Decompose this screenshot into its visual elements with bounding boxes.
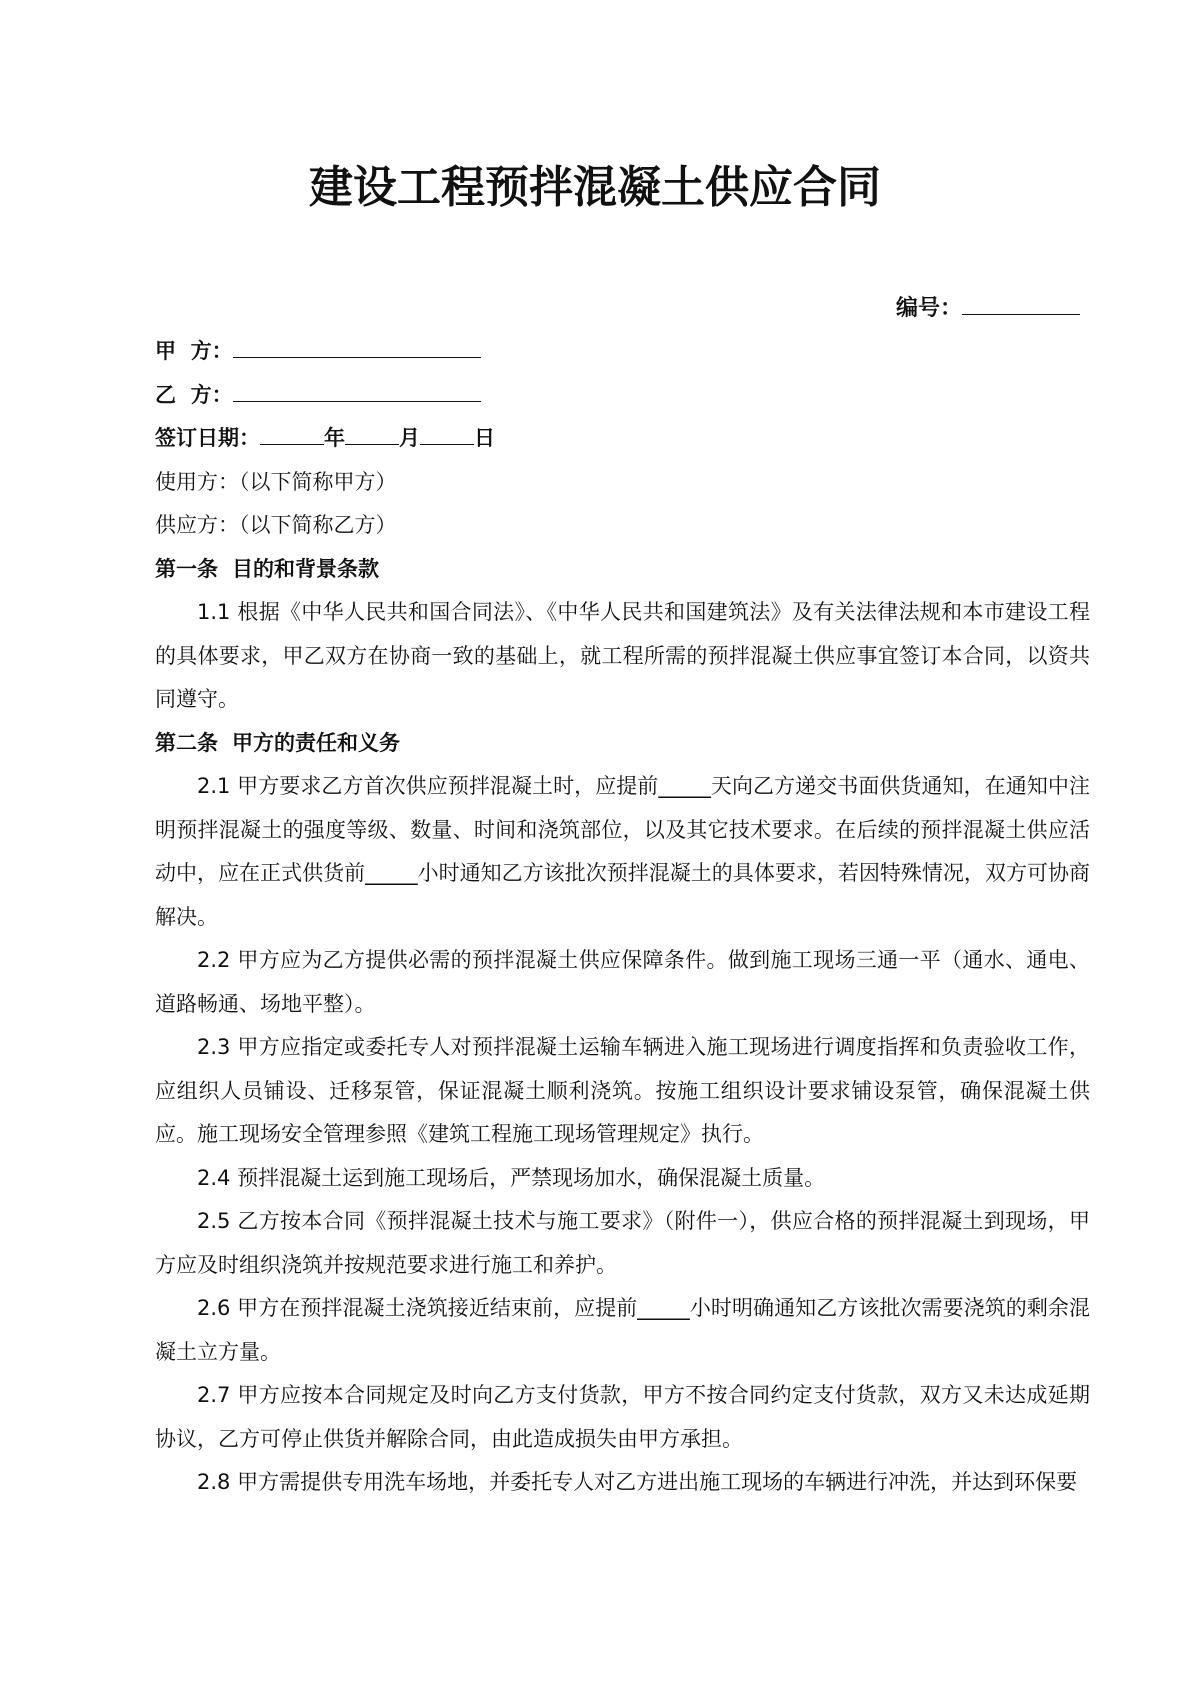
party-b-line [155, 374, 1090, 418]
party-a-label: 甲 方： [155, 339, 233, 363]
party-b-label: 乙 方： [155, 382, 233, 407]
year-label: 年 [324, 426, 345, 450]
clause-1-1: 1.1 根据《中华人民共和国合同法》、《中华人民共和国建筑法》及有关法律法规和本市建设工程的具体要求，甲乙双方在协商一致的基础上，就工程所需的预拌混凝土供应事宜签订本合同，以资共同遵守。 [155, 600, 1090, 711]
day-label: 日 [474, 426, 495, 450]
clause-2-6: 2.6 甲方在预拌混凝土浇筑接近结束前，应提前_____小时明确通知乙方该批次需要浇筑的剩余混凝土立方量。 [155, 1296, 1090, 1364]
year-blank[interactable] [260, 420, 324, 445]
section-2-heading [155, 722, 1090, 766]
day-blank[interactable] [420, 420, 474, 445]
section-1-title: 目的和背景条款 [232, 556, 379, 581]
month-label: 月 [399, 426, 420, 450]
month-blank[interactable] [345, 420, 399, 445]
contract-body [155, 330, 1090, 1505]
section-2-number: 第二条 [155, 730, 218, 755]
contract-number [896, 290, 1080, 325]
contract-number-blank[interactable] [962, 290, 1080, 315]
document-title: 建设工程预拌混凝土供应合同 [309, 162, 881, 213]
sign-date-label: 签订日期： [155, 426, 260, 450]
party-b-blank[interactable] [233, 377, 481, 402]
party-a-line [155, 330, 1090, 374]
section-1-number: 第一条 [155, 556, 218, 581]
clause-2-2: 2.2 甲方应为乙方提供必需的预拌混凝土供应保障条件。做到施工现场三通一平（通水、通电、道路畅通、场地平整）。 [155, 948, 1090, 1016]
section-2-title: 甲方的责任和义务 [232, 730, 400, 755]
contract-number-label: 编号： [895, 296, 962, 321]
clause-2-4: 2.4 预拌混凝土运到施工现场后，严禁现场加水，确保混凝土质量。 [197, 1165, 826, 1190]
clause-2-7: 2.7 甲方应按本合同规定及时向乙方支付货款，甲方不按合同约定支付货款，双方又未达成延期协议，乙方可停止供货并解除合同，由此造成损失由甲方承担。 [155, 1383, 1090, 1451]
party-a-blank[interactable] [233, 333, 481, 358]
clause-2-8: 2.8 甲方需提供专用洗车场地，并委托专人对乙方进出施工现场的车辆进行冲洗，并达到环保要 [197, 1470, 1078, 1494]
clause-2-3: 2.3 甲方应指定或委托专人对预拌混凝土运输车辆进入施工现场进行调度指挥和负责验收工作，应组织人员铺设、迁移泵管，保证混凝土顺利浇筑。按施工组织设计要求铺设泵管，确保混凝土供应。施工现场安全管理参照《建筑工程施工现场管理规定》执行。 [155, 1035, 1090, 1146]
sign-date-line [155, 417, 1090, 461]
clause-2-1: 2.1 甲方要求乙方首次供应预拌混凝土时，应提前_____天向乙方递交书面供货通知，在通知中注明预拌混凝土的强度等级、数量、时间和浇筑部位，以及其它技术要求。在后续的预拌混凝土供应活动中，应在正式供货前_____小时通知乙方该批次预拌混凝土的具体要求，若因特殊情况，双方可协商解决。 [155, 774, 1090, 929]
user-line: 使用方：（以下简称甲方） [155, 469, 397, 494]
section-1-heading [155, 548, 1090, 592]
clause-2-5: 2.5 乙方按本合同《预拌混凝土技术与施工要求》（附件一），供应合格的预拌混凝土到现场，甲方应及时组织浇筑并按规范要求进行施工和养护。 [155, 1209, 1090, 1277]
supplier-line: 供应方：（以下简称乙方） [155, 513, 397, 537]
